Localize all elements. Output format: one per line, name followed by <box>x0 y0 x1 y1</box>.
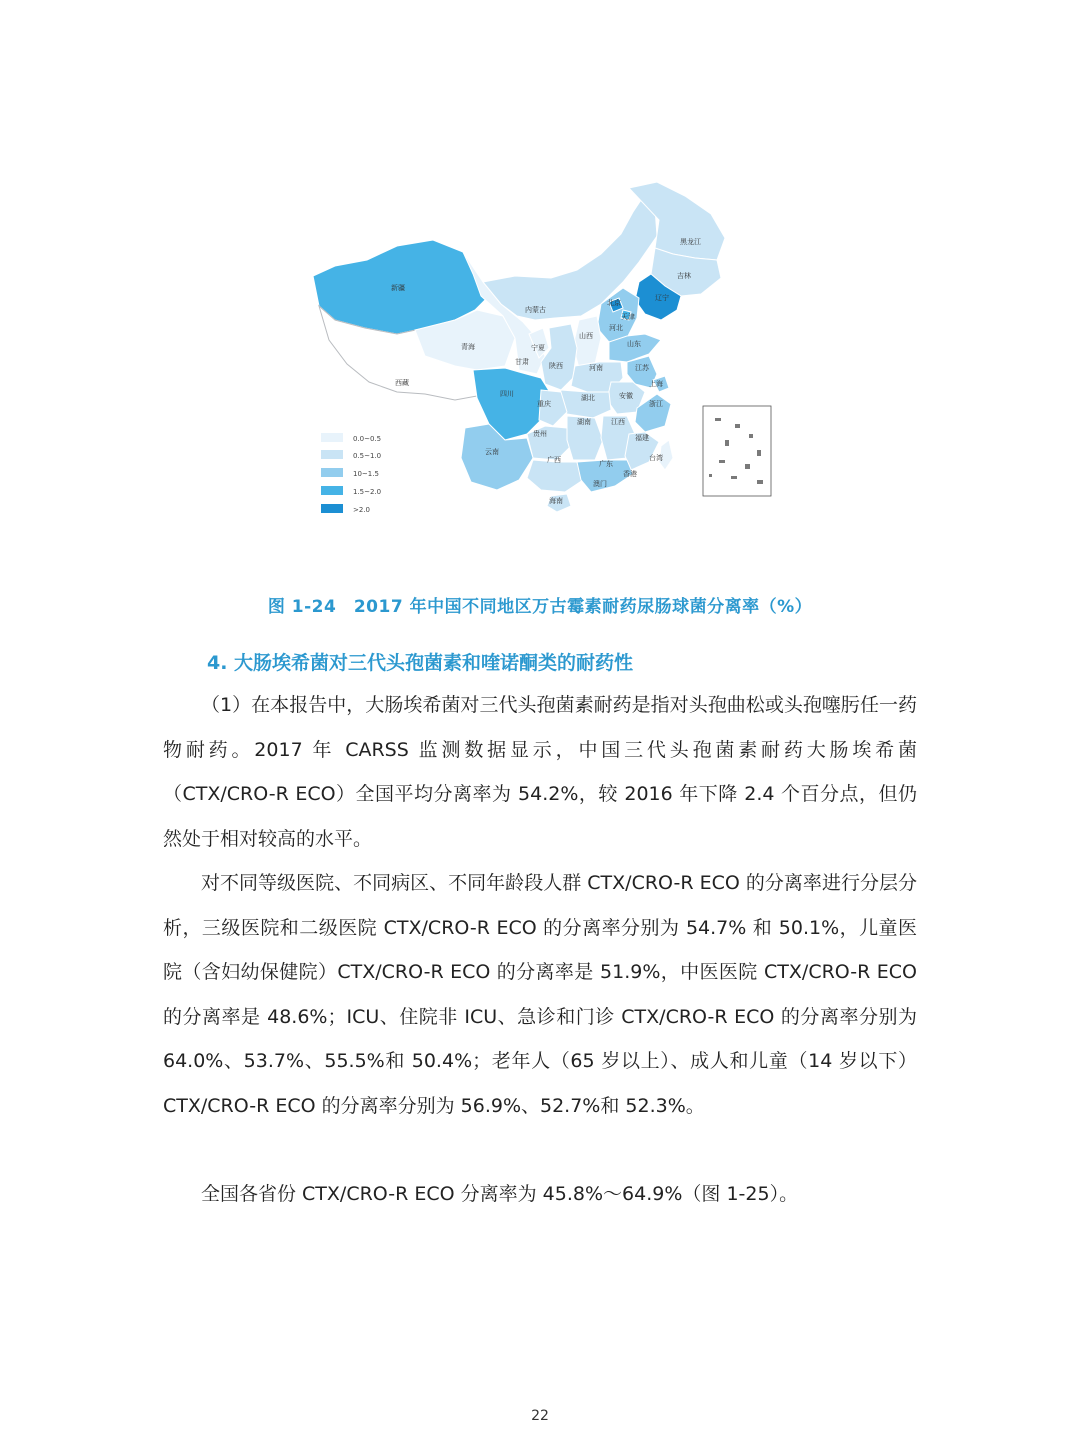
label-qinghai: 青海 <box>461 343 475 351</box>
label-henan: 河南 <box>589 364 603 372</box>
legend-label-4: >2.0 <box>353 506 370 514</box>
label-jilin: 吉林 <box>677 272 691 280</box>
map-legend <box>321 433 381 514</box>
body-paragraph: 对不同等级医院、不同病区、不同年龄段人群 CTX/CRO-R ECO 的分离率进行分层分析，三级医院和二级医院 CTX/CRO-R ECO 的分离率分别为 54.7% 和 50.1%，儿童医院（含妇幼保健院）CTX/CRO-R ECO 的分离率是 51.9%，中医医院 CTX/CRO-R ECO 的分离率是 48.6%；ICU、住院非 ICU、急诊和门诊 CTX/CRO-R ECO 的分离率分别为 64.0%、53.7%、55.5%和 50.4%；老年人（65 岁以上）、成人和儿童（14 岁以下）CTX/CRO-R ECO 的分离率分别为 56.9%、52.7%和 52.3%。 <box>163 872 917 1117</box>
label-liaoning: 辽宁 <box>655 294 669 302</box>
legend-label-3: 1.5~2.0 <box>353 488 382 496</box>
region-shaanxi <box>541 324 577 390</box>
legend-label-1: 0.5~1.0 <box>353 452 382 460</box>
label-sichuan: 四川 <box>500 390 514 398</box>
label-tianjin: 天津 <box>621 313 635 321</box>
label-yunnan: 云南 <box>485 448 499 456</box>
label-jiangxi: 江西 <box>611 418 625 426</box>
figure-caption: 图 1-24 2017 年中国不同地区万古霉素耐药尿肠球菌分离率（%） <box>267 597 813 617</box>
label-shanghai: 上海 <box>649 380 663 388</box>
legend-swatch-0 <box>321 433 343 442</box>
label-guangdong: 广东 <box>599 460 613 468</box>
label-hunan: 湖南 <box>577 418 591 426</box>
legend-swatch-1 <box>321 450 343 459</box>
region-shanxi <box>573 316 601 368</box>
label-hainan: 海南 <box>549 497 563 505</box>
label-shaanxi: 陕西 <box>549 362 563 370</box>
legend-swatch-3 <box>321 486 343 495</box>
label-aomen: 澳门 <box>593 480 607 488</box>
section-heading: 4. 大肠埃希菌对三代头孢菌素和喹诺酮类的耐药性 <box>207 652 634 674</box>
label-hebei: 河北 <box>609 324 623 332</box>
label-guangxi: 广西 <box>547 456 561 464</box>
page-number: 22 <box>531 1408 549 1424</box>
legend-label-2: 10~1.5 <box>353 470 379 478</box>
label-fujian: 福建 <box>635 434 649 442</box>
legend-label-0: 0.0~0.5 <box>353 435 382 443</box>
label-guizhou: 贵州 <box>533 430 547 438</box>
label-taiwan: 台湾 <box>649 454 663 462</box>
label-zhejiang: 浙江 <box>649 400 663 408</box>
label-beijing: 北京 <box>607 299 621 307</box>
label-neimenggu: 内蒙古 <box>525 306 546 314</box>
label-chongqing: 重庆 <box>537 400 551 408</box>
label-xinjiang: 新疆 <box>391 284 405 292</box>
body-paragraph: （1）在本报告中，大肠埃希菌对三代头孢菌素耐药是指对头孢曲松或头孢噻肟任一药物耐药。2017 年 CARSS 监测数据显示，中国三代头孢菌素耐药大肠埃希菌（CTX/CRO-R ECO）全国平均分离率为 54.2%，较 2016 年下降 2.4 个百分点，但仍然处于相对较高的水平。 <box>163 694 917 850</box>
legend-swatch-2 <box>321 468 343 477</box>
body-paragraph: 全国各省份 CTX/CRO-R ECO 分离率为 45.8%～64.9%（图 1-25）。 <box>201 1183 799 1205</box>
label-hubei: 湖北 <box>581 394 595 402</box>
label-shandong: 山东 <box>627 340 641 348</box>
region-guangxi <box>527 460 583 492</box>
label-jiangsu: 江苏 <box>635 364 649 372</box>
label-shanxi: 山西 <box>579 332 593 340</box>
china-map-figure <box>305 178 785 523</box>
legend-swatch-4 <box>321 504 343 513</box>
label-heilongjiang: 黑龙江 <box>680 238 701 246</box>
label-anhui: 安徽 <box>619 392 633 400</box>
label-xianggang: 香港 <box>623 470 637 478</box>
label-gansu: 甘肃 <box>515 358 529 366</box>
label-xizang: 西藏 <box>395 379 409 387</box>
label-ningxia: 宁夏 <box>531 344 545 352</box>
